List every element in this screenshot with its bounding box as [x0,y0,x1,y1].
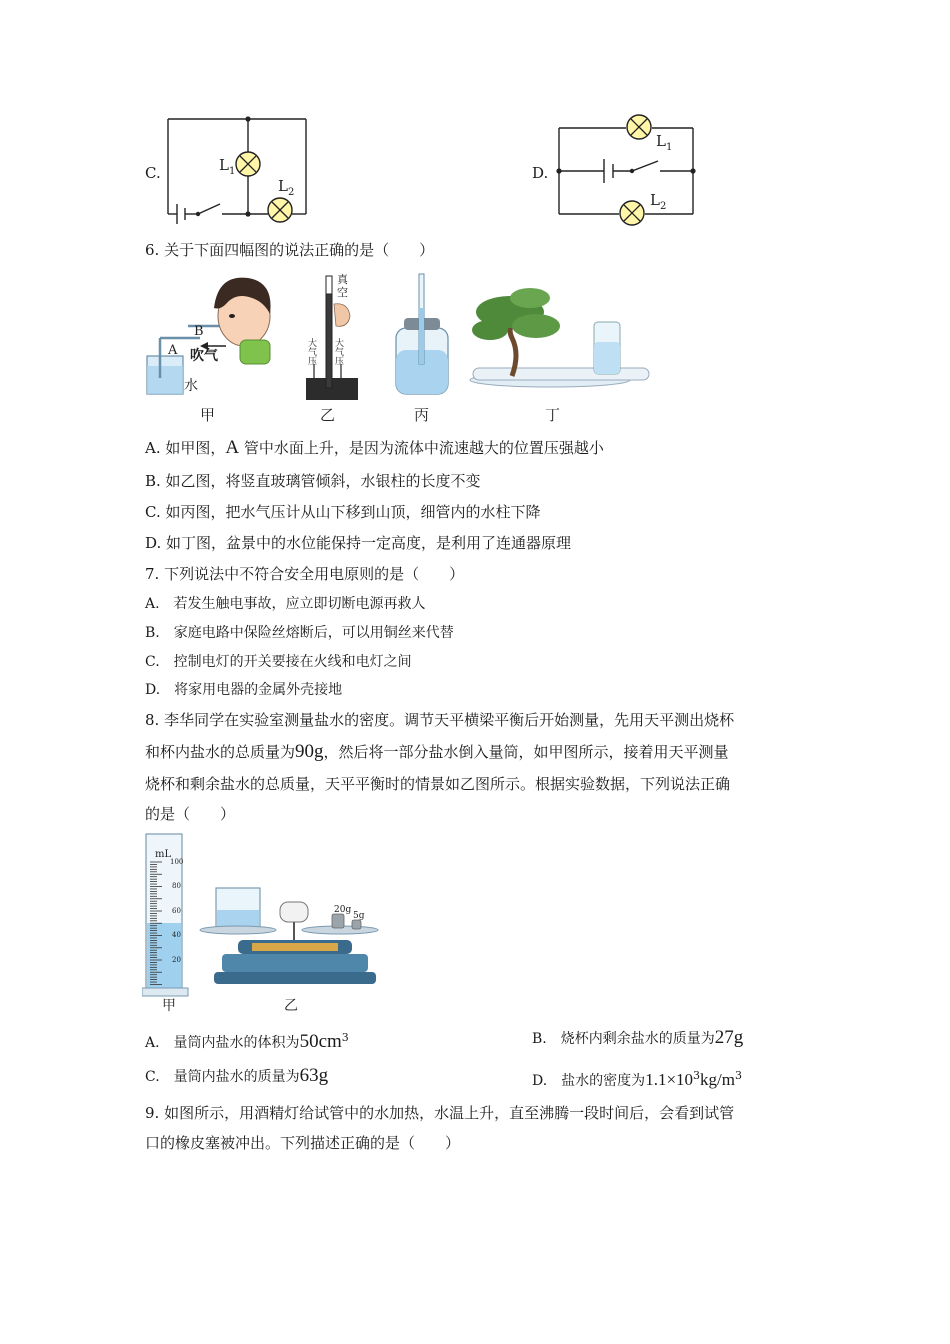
svg-text:60: 60 [172,907,181,915]
svg-text:真: 真 [337,273,348,286]
svg-text:甲: 甲 [162,998,176,1014]
question-9-line-2: 口的橡皮塞被冲出。下列描述正确的是（ ） [145,1134,461,1152]
option-d-label: D. [532,164,549,182]
svg-text:5g: 5g [353,911,365,921]
q8-option-b: B. 烧杯内剩余盐水的质量为27g [532,1027,744,1048]
svg-text:20g: 20g [334,905,352,915]
svg-text:20: 20 [172,956,181,964]
svg-text:B: B [194,324,204,339]
q7-option-d: D. 将家用电器的金属外壳接地 [145,682,343,698]
question-6-stem: 6. 关于下面四幅图的说法正确的是（ ） [145,241,435,259]
figure-yi-mercury-tube [306,272,358,400]
svg-text:甲: 甲 [200,406,216,424]
svg-text:水: 水 [184,378,198,394]
question-9-line-1: 9. 如图所示，用酒精灯给试管中的水加热，水温上升，直至沸腾一段时间后，会看到试管 [145,1104,735,1122]
svg-text:mL: mL [155,849,172,860]
figure-ding-bonsai [470,288,649,387]
figure-bing-barometer [396,274,448,394]
figure-jia-boy-blowing [147,278,271,394]
question-8-line-1: 8. 李华同学在实验室测量盐水的密度。调节天平横梁平衡后开始测量，先用天平测出烧杯 [145,711,735,729]
figure-yi-balance [200,888,378,1014]
svg-text:L1: $L_1$ [656,132,673,153]
q6-option-c: C. 如丙图，把水气压计从山下移到山顶，细管内的水柱下降 [145,503,541,521]
q7-option-b: B. 家庭电路中保险丝熔断后，可以用铜丝来代替 [145,625,454,641]
q6-option-d: D. 如丁图，盆景中的水位能保持一定高度，是利用了连通器原理 [145,534,572,552]
figure-jia-graduated-cylinder [142,834,188,1014]
svg-text:丁: 丁 [545,406,561,424]
circuit-c-diagram [160,112,320,227]
q6-option-b: B. 如乙图，将竖直玻璃管倾斜，水银柱的长度不变 [145,472,481,490]
lamp-l2-icon [620,201,644,225]
svg-text:乙: 乙 [320,406,336,424]
lamp-l2-icon [268,198,292,222]
svg-text:L2: $L_2$ [278,177,295,198]
question-8-line-3: 烧杯和剩余盐水的总质量，天平平衡时的情景如乙图所示。根据实验数据，下列说法正确 [145,775,731,793]
svg-text:A: A [168,343,178,358]
q8-option-c: C. 量筒内盐水的质量为63g [145,1065,329,1086]
question-8-line-4: 的是（ ） [145,805,236,823]
svg-text:空: 空 [337,286,348,299]
q6-option-a: A. 如甲图，A 管中水面上升，是因为流体中流速越大的位置压强越小 [145,437,604,458]
svg-text:100: 100 [170,858,184,866]
svg-text:L2: $L_2$ [650,191,667,212]
circuit-d-diagram [550,112,710,230]
svg-text:大气压: 大气压 [306,338,316,365]
question-6-figures [140,268,660,428]
svg-text:吹气: 吹气 [190,348,218,364]
lamp-l1-icon [627,115,651,139]
option-c-label: C. [145,164,161,182]
question-8-line-2: 和杯内盐水的总质量为90g，然后将一部分盐水倒入量筒，如甲图所示，接着用天平测量 [145,741,729,762]
q7-option-a: A. 若发生触电事故，应立即切断电源再救人 [145,596,426,612]
q8-option-d: D. 盐水的密度为$1.1\times 10^3kg/m^3$ [532,1069,742,1089]
svg-text:80: 80 [172,882,181,890]
q8-option-a: A. 量筒内盐水的体积为$50cm^3$ [145,1031,349,1052]
question-7-stem: 7. 下列说法中不符合安全用电原则的是（ ） [145,565,465,583]
lamp-l1-icon [236,152,260,176]
svg-text:40: 40 [172,931,181,939]
svg-text:乙: 乙 [284,998,298,1014]
svg-text:L1: $L_1$ [219,156,236,177]
question-8-figures [142,830,387,1018]
q7-option-c: C. 控制电灯的开关要接在火线和电灯之间 [145,654,412,670]
svg-text:丙: 丙 [414,406,430,424]
svg-text:大气压: 大气压 [333,338,343,365]
